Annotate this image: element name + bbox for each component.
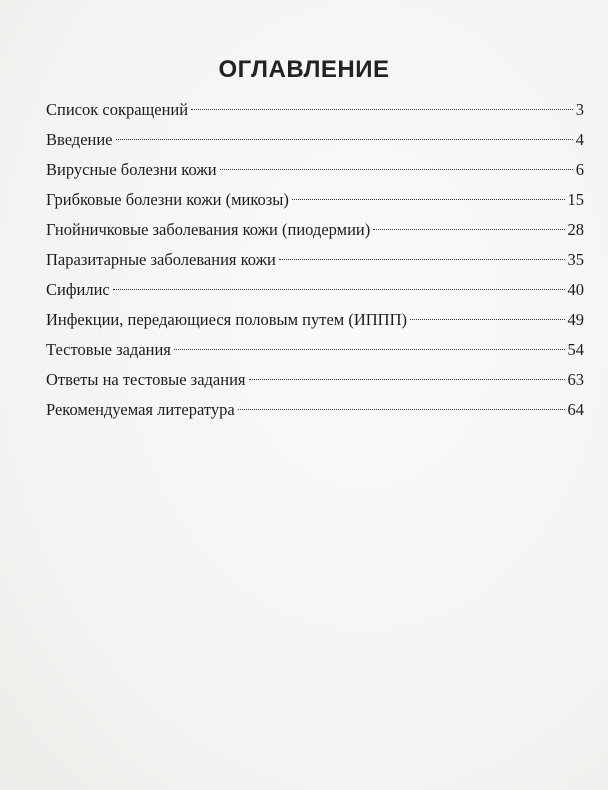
- toc-entry: [46, 275, 584, 305]
- toc-entry-page: 6: [575, 160, 584, 179]
- toc-entry-label: Вирусные болезни кожи: [46, 160, 217, 179]
- toc-entry-page: 64: [567, 400, 584, 419]
- toc-entry-page: 54: [567, 340, 584, 359]
- toc-entry: [46, 125, 584, 155]
- toc-entry: [46, 245, 584, 275]
- toc-entry-page: 15: [567, 190, 584, 209]
- toc-entry-label: Гнойничковые заболевания кожи (пиодермии): [46, 220, 371, 239]
- toc-entry: [46, 365, 584, 395]
- toc-entry-label: Рекомендуемая литература: [46, 400, 235, 419]
- toc-entry-page: 3: [575, 100, 584, 119]
- toc-dot-leader: [410, 319, 564, 320]
- toc-dot-leader: [116, 139, 573, 140]
- toc-entry-page: 49: [567, 310, 584, 329]
- toc-entry-label: Паразитарные заболевания кожи: [46, 250, 276, 269]
- toc-entry: [46, 395, 584, 425]
- toc-entry-label: Грибковые болезни кожи (микозы): [46, 190, 289, 209]
- toc-entry-page: 63: [567, 370, 584, 389]
- toc-dot-leader: [373, 229, 564, 230]
- toc-entry: [46, 215, 584, 245]
- toc-dot-leader: [113, 289, 565, 290]
- toc-entry-label: Тестовые задания: [46, 340, 171, 359]
- toc-entry: [46, 305, 584, 335]
- toc-entry-page: 4: [575, 130, 584, 149]
- toc-entry-page: 40: [567, 280, 584, 299]
- toc-entry: [46, 185, 584, 215]
- toc-entry: [46, 155, 584, 185]
- table-of-contents: [46, 95, 584, 425]
- toc-dot-leader: [220, 169, 573, 170]
- toc-dot-leader: [292, 199, 565, 200]
- toc-dot-leader: [279, 259, 565, 260]
- toc-entry-label: Введение: [46, 130, 113, 149]
- toc-dot-leader: [238, 409, 565, 410]
- toc-entry: [46, 95, 584, 125]
- toc-dot-leader: [174, 349, 565, 350]
- toc-entry-label: Ответы на тестовые задания: [46, 370, 246, 389]
- toc-entry-label: Инфекции, передающиеся половым путем (ИППП): [46, 310, 408, 329]
- toc-entry: [46, 335, 584, 365]
- toc-entry-page: 28: [567, 220, 584, 239]
- toc-dot-leader: [249, 379, 565, 380]
- page-title: ОГЛАВЛЕНИЕ: [218, 56, 390, 83]
- toc-entry-label: Список сокращений: [46, 100, 189, 119]
- toc-entry-page: 35: [567, 250, 584, 269]
- toc-dot-leader: [191, 109, 573, 110]
- toc-entry-label: Сифилис: [46, 280, 110, 299]
